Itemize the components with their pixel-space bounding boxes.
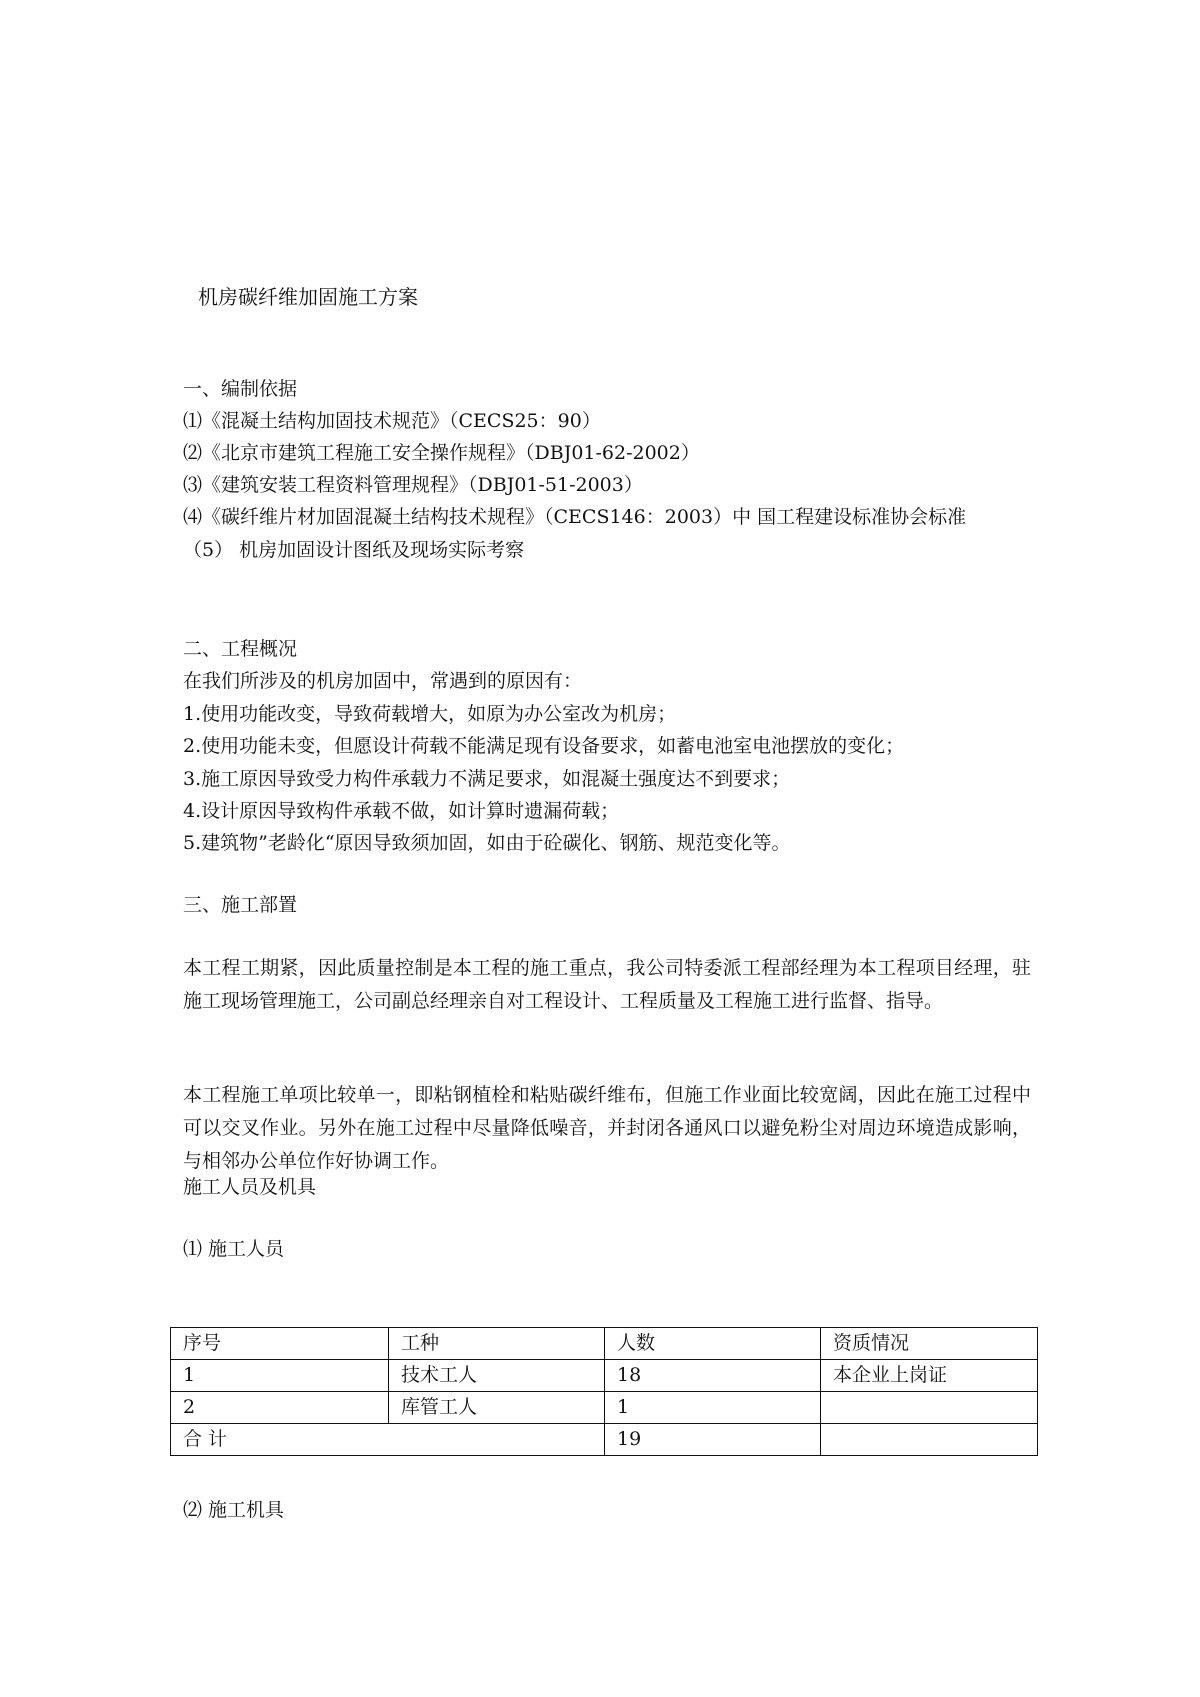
table-cell: 18 — [605, 1360, 821, 1392]
section2-intro: 在我们所涉及的机房加固中，常遇到的原因有： — [183, 670, 583, 692]
table-cell: 技术工人 — [389, 1360, 605, 1392]
table-header-cell: 工种 — [389, 1328, 605, 1360]
reference-item: ⑶《建筑安装工程资料管理规程》（DBJ01-51-2003） — [183, 474, 643, 496]
reference-item: （5） 机房加固设计图纸及现场实际考察 — [183, 539, 525, 561]
document-title: 机房碳纤维加固施工方案 — [198, 285, 418, 309]
table-header-row — [171, 1328, 1038, 1360]
table-cell: 库管工人 — [389, 1392, 605, 1424]
reason-item: 1.使用功能改变，导致荷载增大，如原为办公室改为机房； — [183, 703, 677, 725]
personnel-table — [170, 1327, 1038, 1456]
table-row — [171, 1360, 1038, 1392]
reference-item: ⑷《碳纤维片材加固混凝土结构技术规程》（CECS146：2003）中 国工程建设标准协会标准 — [183, 506, 967, 528]
table-header-cell: 人数 — [605, 1328, 821, 1360]
total-label-cell: 合 计 — [171, 1424, 605, 1456]
total-count-cell: 19 — [605, 1424, 821, 1456]
table-header-cell: 序号 — [171, 1328, 389, 1360]
deployment-paragraph: 本工程工期紧，因此质量控制是本工程的施工重点，我公司特委派工程部经理为本工程项目经理，驻施工现场管理施工，公司副总经理亲自对工程设计、工程质量及工程施工进行监督、指导。 — [183, 957, 1031, 1012]
reason-item: 2.使用功能未变，但愿设计荷载不能满足现有设备要求，如蓄电池室电池摆放的变化； — [183, 735, 905, 757]
reference-item: ⑴《混凝土结构加固技术规范》（CECS25：90） — [183, 410, 601, 432]
table-cell: 本企业上岗证 — [821, 1360, 1038, 1392]
table-cell: 1 — [171, 1360, 389, 1392]
reference-item: ⑵《北京市建筑工程施工安全操作规程》（DBJ01-62-2002） — [183, 442, 700, 464]
table-cell — [821, 1392, 1038, 1424]
deployment-paragraph: 本工程施工单项比较单一，即粘钢植栓和粘贴碳纤维布，但施工作业面比较宽阔，因此在施工过程中可以交叉作业。另外在施工过程中尽量降低噪音，并封闭各通风口以避免粉尘对周边环境造成影响，与相邻办公单位作好协调工作。 — [183, 1084, 1031, 1172]
personnel-machinery-heading: 施工人员及机具 — [183, 1176, 317, 1198]
table-header-cell: 资质情况 — [821, 1328, 1038, 1360]
table-total-row — [171, 1424, 1038, 1456]
reason-item: 5.建筑物”老龄化“原因导致须加固，如由于砼碳化、钢筋、规范变化等。 — [183, 832, 791, 854]
section2-heading: 二、工程概况 — [183, 638, 298, 660]
table-cell: 1 — [605, 1392, 821, 1424]
table-cell: 2 — [171, 1392, 389, 1424]
section1-heading: 一、编制依据 — [183, 378, 298, 400]
reason-item: 4.设计原因导致构件承载不做，如计算时遗漏荷载； — [183, 800, 620, 822]
machinery-heading: ⑵ 施工机具 — [183, 1499, 285, 1521]
reason-item: 3.施工原因导致受力构件承载力不满足要求，如混凝土强度达不到要求； — [183, 768, 791, 790]
section3-heading: 三、施工部置 — [183, 894, 298, 916]
table-row — [171, 1392, 1038, 1424]
personnel-heading: ⑴ 施工人员 — [183, 1238, 285, 1260]
total-note-cell — [821, 1424, 1038, 1456]
